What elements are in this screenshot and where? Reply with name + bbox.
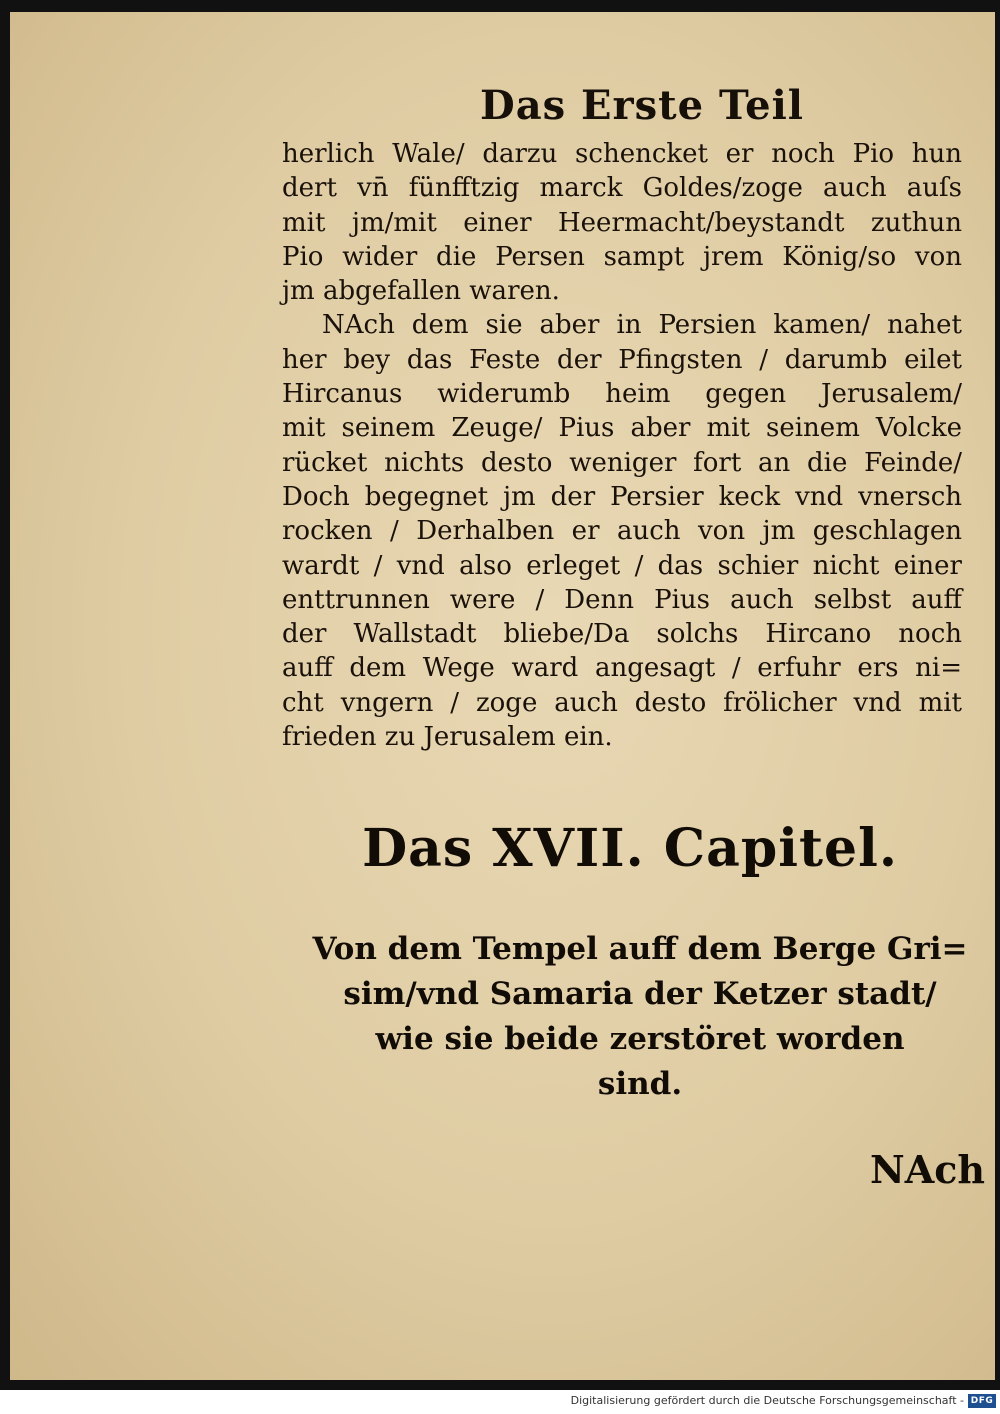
catchword: NAch bbox=[870, 1147, 985, 1192]
body-line: enttrunnen were / Denn Pius auch selbst auff bbox=[282, 584, 962, 615]
subtitle-line: Von dem Tempel auff dem Berge Gri= bbox=[312, 931, 968, 967]
body-line: wardt / vnd also erleget / das schier nicht einer bbox=[282, 550, 962, 581]
body-line: rücket nichts desto weniger fort an die Feinde/ bbox=[282, 447, 962, 478]
body-line: rocken / Derhalben er auch von jm geschlagen bbox=[282, 516, 962, 547]
body-line: Hircanus widerumb heim gegen Jerusalem/ bbox=[282, 379, 962, 410]
body-line: dert vn̄ fünfftzig marck Goldes/zoge auch auſs bbox=[282, 173, 962, 204]
body-line: her bey das Feste der Pfingsten / darumb eilet bbox=[282, 344, 962, 375]
body-line: mit seinem Zeuge/ Pius aber mit seinem Volcke bbox=[282, 413, 962, 444]
body-line: jm abgefallen waren. bbox=[282, 276, 560, 307]
body-line: herlich Wale/ darzu schencket er noch Pio hun bbox=[282, 139, 962, 169]
body-line: Pio wider die Persen sampt jrem König/so von bbox=[282, 241, 962, 272]
body-line: NAch dem sie aber in Persien kamen/ nahet bbox=[322, 310, 962, 341]
subtitle-line: sind. bbox=[597, 1066, 683, 1102]
subtitle-line: sim/vnd Samaria der Ketzer stadt/ bbox=[343, 976, 937, 1012]
body-line: mit jm/mit einer Heermacht/beystandt zuthun bbox=[282, 207, 962, 238]
chapter-title: Das XVII. Capitel. bbox=[362, 818, 898, 879]
body-line: frieden zu Jerusalem ein. bbox=[282, 722, 613, 753]
footer-bar bbox=[0, 1390, 1000, 1414]
dfg-logo-icon: DFG bbox=[968, 1394, 996, 1408]
footer-credit: Digitalisierung gefördert durch die Deutsche Forschungsgemeinschaft - bbox=[570, 1394, 964, 1407]
body-line: Doch begegnet jm der Persier keck vnd vnersch bbox=[282, 481, 962, 512]
subtitle-line: wie sie beide zerstöret worden bbox=[375, 1021, 905, 1057]
running-head: Das Erste Teil bbox=[480, 82, 804, 129]
body-line: cht vngern / zoge auch desto frölicher vnd mit bbox=[282, 687, 962, 718]
chapter-subtitle bbox=[310, 927, 970, 1107]
bleed-through-left bbox=[170, 492, 290, 526]
book-page bbox=[10, 12, 995, 1380]
body-text bbox=[282, 137, 962, 754]
body-line: auff dem Wege ward angesagt / erfuhr ers ni= bbox=[282, 653, 962, 684]
body-line: der Wallstadt bliebe/Da solchs Hircano noch bbox=[282, 619, 962, 650]
